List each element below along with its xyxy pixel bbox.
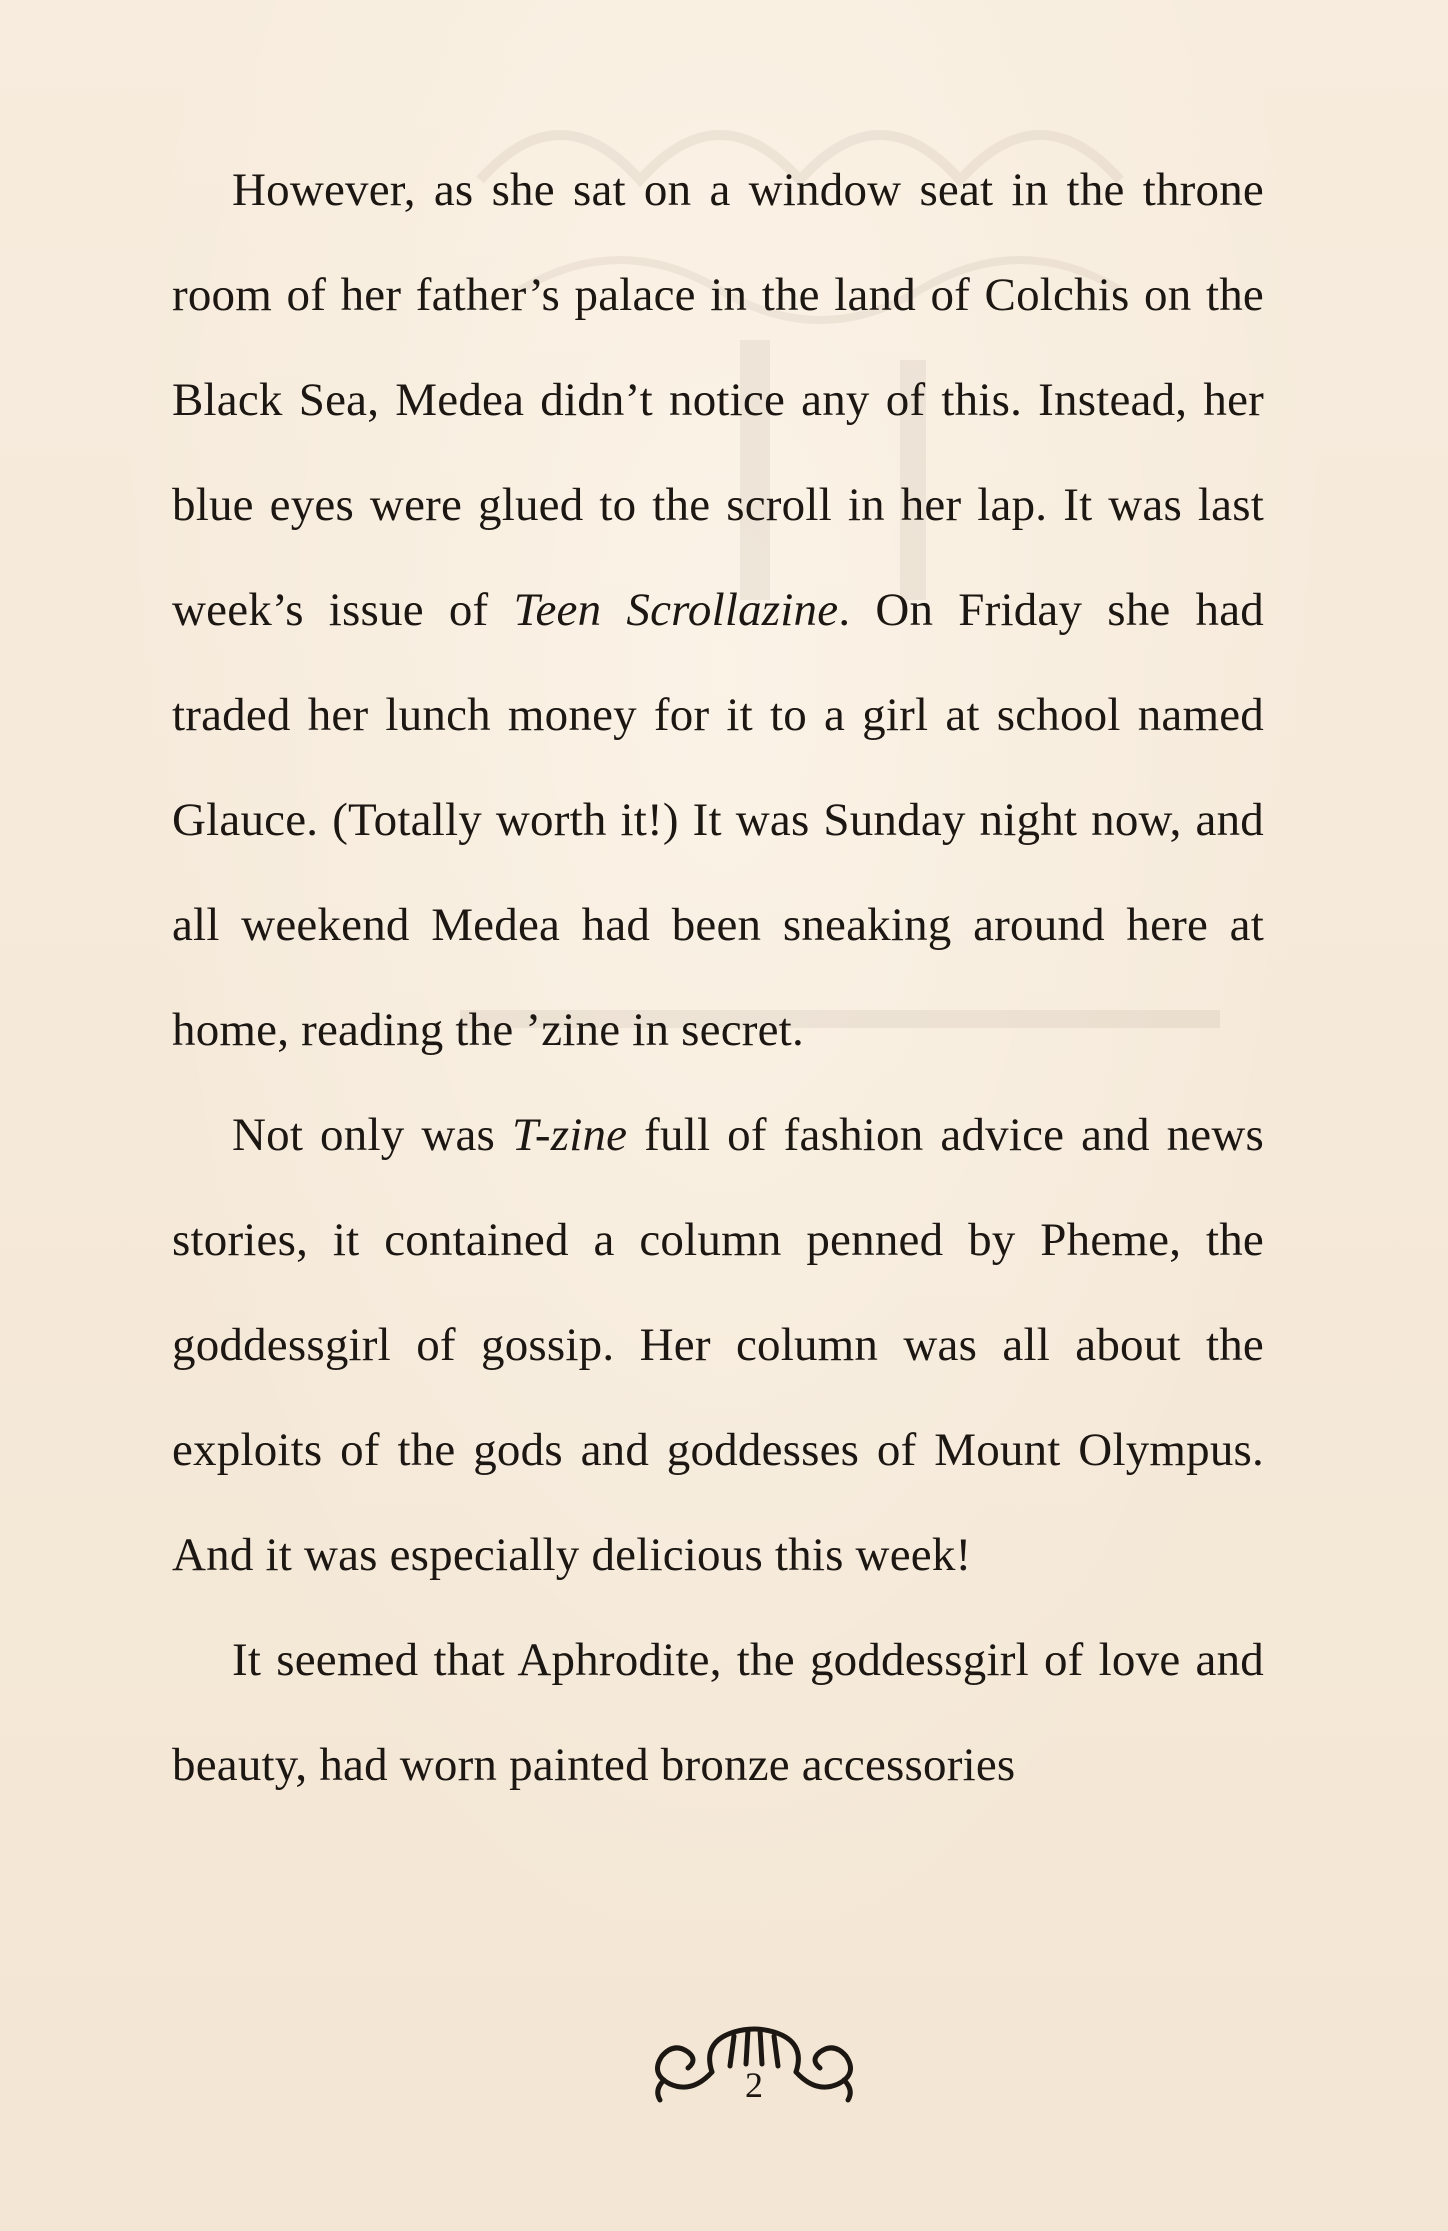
page-number: 2 bbox=[745, 2065, 763, 2105]
paragraph-2-text-a: Not only was bbox=[232, 1109, 512, 1161]
magazine-title: Teen Scrollazine bbox=[513, 584, 839, 636]
paragraph-1-text-a: However, as she sat on a window seat in the throne room of her father’s palace in the land of Colchis on the Black Sea, Medea didn’t notice any of this. Instead, her blue eyes were glued to the scroll in her lap. It was last week’s issue of bbox=[172, 164, 1264, 636]
magazine-short-title: T-zine bbox=[512, 1109, 628, 1161]
body-text bbox=[172, 138, 1264, 1818]
paragraph-2 bbox=[172, 1083, 1264, 1608]
paragraph-3-text: It seemed that Aphrodite, the goddessgirl of love and beauty, had worn painted bronze accessories bbox=[172, 1634, 1264, 1791]
paragraph-3 bbox=[172, 1608, 1264, 1818]
paragraph-1-text-b: . On Friday she had traded her lunch money for it to a girl at school named Glauce. (Totally worth it!) It was Sunday night now, and all weekend Medea had been sneaking around here at home, reading the ’zine in secret. bbox=[172, 584, 1265, 1056]
paragraph-1 bbox=[172, 138, 1264, 1083]
paragraph-2-text-b: full of fashion advice and news stories, it contained a column penned by Pheme, the goddessgirl of gossip. Her column was all about the exploits of the gods and goddesses of Mount Olympus. And it was especially delicious this week! bbox=[172, 1109, 1264, 1581]
